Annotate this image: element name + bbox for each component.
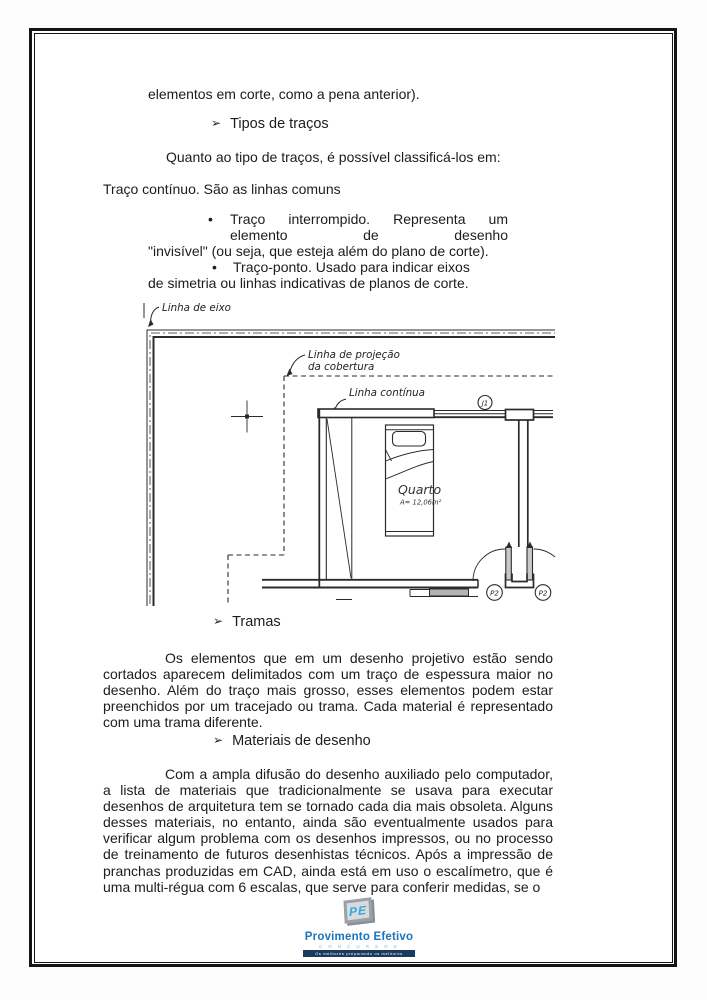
leader-arrowhead — [287, 369, 293, 377]
logo-subtitle: C O N C U R S O S — [318, 944, 400, 949]
arrow-bullet-icon: ➢ — [211, 116, 222, 130]
para-materiais: Com a ampla difusão do desenho auxiliado pelo computador, a lista de materiais que tradicionalmente se usava para executar desenhos de arquitetura tem se tornado cada dia mais obsoleta. Alguns desses materiais, no entanto, ainda são eventualmente usados para verificar algum problema com os desenhos impressos, ou no processo de treinamento de futuros desenhistas técnicos. Após a impressão de pranchas produzidas em CAD, ainda está em uso o escalímetro, que é uma multi-régua com 6 escalas, que serve para conferir medidas, se o — [103, 766, 553, 895]
logo-tagline: Os melhores preparando os melhores — [315, 951, 403, 956]
closet-diagonal — [327, 419, 351, 578]
double-door — [473, 542, 555, 588]
heading-tramas — [213, 614, 281, 630]
door-tag-left: P2 — [490, 589, 499, 598]
window-sill — [430, 589, 469, 596]
heading-tipos-label: Tipos de traços — [230, 116, 329, 132]
room-name: Quarto — [398, 482, 442, 497]
label-projecao-1: Linha de projeção — [308, 349, 400, 361]
heading-materiais — [213, 733, 371, 749]
label-linha-continua: Linha contínua — [349, 387, 425, 399]
label-projecao-2: da cobertura — [308, 361, 375, 373]
bed-symbol — [386, 425, 434, 536]
heading-tramas-label: Tramas — [232, 614, 281, 630]
lead-line: elementos em corte, como a pena anterior). — [148, 86, 420, 102]
bullet2-line1: Traço-ponto. Usado para indicar eixos — [233, 259, 470, 275]
leader-arrowhead — [148, 319, 154, 327]
logo-tagline-bar — [303, 950, 415, 957]
bullet-icon: • — [208, 211, 213, 227]
arrow-bullet-icon: ➢ — [213, 614, 224, 628]
para-tramas: Os elementos que em um desenho projetivo estão sendo cortados aparecem delimitados com um traço de espessura maior no desenho. Além do traço mais grosso, esses elementos podem estar preenchidos por um tracejado ou trama. Cada material é representado com uma trama diferente. — [103, 650, 553, 731]
label-linha-de-eixo: Linha de eixo — [162, 302, 231, 314]
logo-brand-text: Provimento Efetivo — [304, 931, 414, 943]
para-traco-continuo: Traço contínuo. São as linhas comuns — [103, 181, 341, 197]
window-tag: J1 — [481, 399, 489, 408]
heading-materiais-label: Materiais de desenho — [232, 733, 371, 749]
bullet-icon: • — [212, 259, 217, 275]
logo-cube-icon — [344, 897, 373, 923]
door-tag-right: P2 — [538, 589, 548, 598]
crosshair-symbol — [231, 401, 263, 433]
bullet2-line2: de simetria ou linhas indicativas de planos de corte. — [148, 275, 469, 291]
room-area: A= 12,06m² — [400, 498, 442, 507]
bullet1-line3: "invisível" (ou seja, que esteja além do plano de corte). — [148, 243, 489, 259]
bullet1-line1: Traço interrompido. Representa um — [230, 211, 508, 227]
para-quanto: Quanto ao tipo de traços, é possível classificá-los em: — [166, 149, 501, 165]
door-leaf-left — [506, 547, 512, 580]
bullet1-line2: elemento de desenho — [230, 227, 508, 243]
logo-monogram: PE — [348, 902, 368, 919]
arrow-bullet-icon: ➢ — [213, 733, 224, 747]
